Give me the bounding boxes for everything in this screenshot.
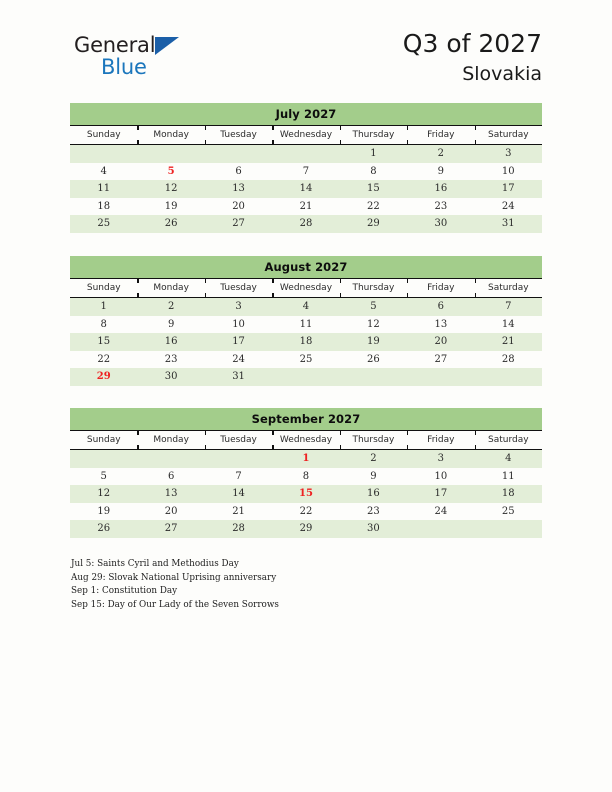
calendar-week-row bbox=[70, 468, 542, 486]
calendar-day-cell[interactable]: 27 bbox=[434, 353, 448, 365]
page-subtitle: Slovakia bbox=[462, 63, 542, 85]
page-title: Q3 of 2027 bbox=[402, 29, 542, 58]
calendar-day-cell[interactable]: 12 bbox=[367, 318, 380, 330]
brand-name-general: General bbox=[74, 33, 156, 57]
calendar-day-cell[interactable]: 5 bbox=[340, 298, 407, 316]
calendar-day-empty bbox=[407, 520, 474, 538]
calendar-day-cell[interactable]: 24 bbox=[232, 353, 245, 365]
calendar-day-cell[interactable]: 21 bbox=[475, 333, 542, 351]
weekday-wednesday: Wednesday bbox=[272, 126, 339, 145]
calendar-day-cell[interactable]: 28 bbox=[272, 215, 339, 233]
calendar-body bbox=[70, 145, 542, 233]
calendar-day-cell[interactable]: 28 bbox=[205, 520, 272, 538]
calendar-day-cell[interactable]: 31 bbox=[475, 215, 542, 233]
holiday-note: Jul 5: Saints Cyril and Methodius Day bbox=[71, 559, 239, 569]
brand-name-blue: Blue bbox=[101, 55, 147, 79]
calendar-day-cell[interactable]: 26 bbox=[137, 215, 204, 233]
page-header bbox=[0, 0, 612, 100]
calendar-week-row bbox=[70, 485, 542, 503]
calendar-day-empty bbox=[70, 145, 137, 163]
calendar-day-cell[interactable]: 12 bbox=[70, 485, 137, 503]
calendar-day-cell[interactable]: 7 bbox=[475, 298, 542, 316]
calendar-day-cell[interactable]: 25 bbox=[70, 215, 137, 233]
calendar-day-cell[interactable]: 24 bbox=[501, 200, 515, 212]
calendar-day-cell[interactable]: 19 bbox=[340, 333, 407, 351]
calendar-day-cell[interactable]: 4 bbox=[100, 165, 107, 177]
calendar-week-row bbox=[70, 198, 542, 216]
weekday-monday: Monday bbox=[137, 279, 204, 298]
calendar-day-cell[interactable]: 13 bbox=[137, 485, 204, 503]
calendar-day-cell[interactable]: 29 bbox=[272, 520, 339, 538]
calendar-day-cell[interactable]: 5 bbox=[100, 470, 107, 482]
calendar-day-cell[interactable]: 17 bbox=[475, 180, 542, 198]
calendar-day-cell[interactable]: 25 bbox=[299, 353, 313, 365]
calendar-day-cell[interactable]: 6 bbox=[167, 470, 175, 482]
calendar-week-row bbox=[70, 333, 542, 351]
calendar-day-cell[interactable]: 16 bbox=[340, 485, 407, 503]
calendar-day-cell[interactable]: 8 bbox=[370, 165, 377, 177]
month-title: August 2027 bbox=[70, 256, 542, 278]
calendar-day-cell[interactable]: 2 bbox=[340, 450, 407, 468]
calendar-day-cell[interactable]: 11 bbox=[299, 318, 313, 330]
calendar-table bbox=[70, 125, 542, 233]
calendar-day-cell[interactable]: 26 bbox=[367, 353, 380, 365]
calendar-day-cell[interactable]: 15 bbox=[70, 333, 137, 351]
weekday-monday: Monday bbox=[137, 431, 204, 450]
calendar-day-cell[interactable]: 15 bbox=[272, 485, 339, 503]
holiday-note: Aug 29: Slovak National Uprising anniversary bbox=[71, 572, 277, 583]
calendar-day-cell[interactable]: 19 bbox=[97, 505, 111, 517]
calendar-table bbox=[70, 430, 542, 538]
weekday-sunday: Sunday bbox=[70, 431, 137, 450]
holiday-note: Sep 15: Day of Our Lady of the Seven Sorrows bbox=[71, 599, 279, 610]
month-calendar-september bbox=[70, 408, 542, 538]
calendar-day-empty bbox=[272, 368, 339, 386]
weekday-thursday: Thursday bbox=[340, 431, 407, 450]
calendar-week-row bbox=[70, 450, 542, 468]
calendar-day-cell[interactable]: 13 bbox=[434, 318, 448, 330]
weekday-saturday: Saturday bbox=[475, 431, 542, 450]
calendar-week-row bbox=[70, 180, 542, 198]
calendar-day-cell[interactable]: 20 bbox=[407, 333, 474, 351]
calendar-day-cell[interactable]: 18 bbox=[475, 485, 542, 503]
calendar-day-cell[interactable]: 6 bbox=[407, 298, 474, 316]
weekday-friday: Friday bbox=[407, 431, 474, 450]
calendar-day-cell[interactable]: 7 bbox=[302, 165, 310, 177]
weekday-monday: Monday bbox=[137, 126, 204, 145]
calendar-day-cell[interactable]: 1 bbox=[340, 145, 407, 163]
calendar-day-empty bbox=[340, 368, 407, 386]
calendar-day-empty bbox=[137, 145, 204, 163]
calendar-day-cell[interactable]: 27 bbox=[137, 520, 204, 538]
calendar-day-cell[interactable]: 23 bbox=[434, 200, 448, 212]
weekday-header-row bbox=[70, 431, 542, 450]
calendar-day-cell[interactable]: 18 bbox=[272, 333, 339, 351]
calendar-day-cell[interactable]: 18 bbox=[97, 200, 111, 212]
calendar-day-cell[interactable]: 24 bbox=[434, 505, 448, 517]
calendar-day-cell[interactable]: 5 bbox=[167, 165, 175, 177]
calendar-day-cell[interactable]: 23 bbox=[367, 505, 380, 517]
calendar-day-cell[interactable]: 20 bbox=[164, 505, 178, 517]
calendar-day-cell[interactable]: 2 bbox=[137, 298, 204, 316]
calendar-day-cell[interactable]: 28 bbox=[501, 353, 515, 365]
calendar-day-cell[interactable]: 21 bbox=[299, 200, 313, 212]
calendar-day-cell[interactable]: 30 bbox=[137, 368, 204, 386]
calendar-day-cell[interactable]: 6 bbox=[235, 165, 242, 177]
calendar-body bbox=[70, 450, 542, 538]
calendar-day-cell[interactable]: 22 bbox=[299, 505, 313, 517]
calendar-day-cell[interactable]: 29 bbox=[70, 368, 137, 386]
calendar-day-empty bbox=[205, 145, 272, 163]
calendar-day-cell[interactable]: 3 bbox=[205, 298, 272, 316]
calendar-day-cell[interactable]: 31 bbox=[205, 368, 272, 386]
weekday-sunday: Sunday bbox=[70, 279, 137, 298]
calendar-day-cell[interactable]: 22 bbox=[367, 200, 380, 212]
holiday-note: Sep 1: Constitution Day bbox=[71, 586, 178, 597]
calendar-day-empty bbox=[70, 450, 137, 468]
calendar-day-cell[interactable]: 2 bbox=[407, 145, 474, 163]
calendar-week-row bbox=[70, 503, 542, 521]
calendar-day-cell[interactable]: 3 bbox=[475, 145, 542, 163]
weekday-thursday: Thursday bbox=[340, 126, 407, 145]
calendar-day-empty bbox=[475, 520, 542, 538]
calendar-table bbox=[70, 278, 542, 386]
calendar-day-cell[interactable]: 10 bbox=[501, 165, 515, 177]
calendar-day-cell[interactable]: 10 bbox=[232, 318, 245, 330]
calendar-day-cell[interactable]: 13 bbox=[205, 180, 272, 198]
calendar-day-cell[interactable]: 12 bbox=[137, 180, 204, 198]
calendar-day-cell[interactable]: 9 bbox=[167, 318, 175, 330]
calendar-day-cell[interactable]: 14 bbox=[272, 180, 339, 198]
calendar-week-row bbox=[70, 215, 542, 233]
weekday-thursday: Thursday bbox=[340, 279, 407, 298]
calendar-day-empty bbox=[272, 145, 339, 163]
calendar-day-cell[interactable]: 3 bbox=[407, 450, 474, 468]
calendar-day-cell[interactable]: 17 bbox=[205, 333, 272, 351]
calendar-day-cell[interactable]: 1 bbox=[70, 298, 137, 316]
calendar-day-cell[interactable]: 23 bbox=[164, 353, 178, 365]
calendar-day-cell[interactable]: 21 bbox=[232, 505, 245, 517]
holiday-notes bbox=[71, 558, 491, 612]
calendar-day-cell[interactable]: 8 bbox=[100, 318, 107, 330]
calendar-day-cell[interactable]: 7 bbox=[235, 470, 242, 482]
calendar-day-cell[interactable]: 11 bbox=[501, 470, 515, 482]
weekday-wednesday: Wednesday bbox=[272, 431, 339, 450]
calendar-week-row bbox=[70, 163, 542, 181]
calendar-day-cell[interactable]: 1 bbox=[272, 450, 339, 468]
calendar-day-cell[interactable]: 22 bbox=[97, 353, 111, 365]
calendar-day-empty bbox=[475, 368, 542, 386]
weekday-saturday: Saturday bbox=[475, 126, 542, 145]
calendar-day-cell[interactable]: 17 bbox=[407, 485, 474, 503]
calendar-week-row bbox=[70, 145, 542, 163]
calendar-day-cell[interactable]: 16 bbox=[137, 333, 204, 351]
month-calendar-august bbox=[70, 256, 542, 386]
weekday-tuesday: Tuesday bbox=[205, 431, 272, 450]
month-title: July 2027 bbox=[70, 103, 542, 125]
calendar-day-cell[interactable]: 29 bbox=[340, 215, 407, 233]
calendar-week-row bbox=[70, 368, 542, 386]
calendar-day-cell[interactable]: 11 bbox=[70, 180, 137, 198]
weekday-saturday: Saturday bbox=[475, 279, 542, 298]
month-calendar-july bbox=[70, 103, 542, 233]
calendar-week-row bbox=[70, 351, 542, 369]
calendar-day-cell[interactable]: 9 bbox=[437, 165, 444, 177]
weekday-header-row bbox=[70, 279, 542, 298]
calendar-day-cell[interactable]: 25 bbox=[501, 505, 515, 517]
calendar-week-row bbox=[70, 316, 542, 334]
title-block bbox=[403, 28, 542, 87]
calendar-week-row bbox=[70, 298, 542, 316]
calendar-day-cell[interactable]: 26 bbox=[70, 520, 137, 538]
weekday-friday: Friday bbox=[407, 126, 474, 145]
weekday-sunday: Sunday bbox=[70, 126, 137, 145]
calendar-day-cell[interactable]: 27 bbox=[205, 215, 272, 233]
weekday-header-row bbox=[70, 126, 542, 145]
calendar-day-cell[interactable]: 30 bbox=[340, 520, 407, 538]
calendar-day-cell[interactable]: 10 bbox=[434, 470, 448, 482]
calendar-day-cell[interactable]: 30 bbox=[407, 215, 474, 233]
weekday-friday: Friday bbox=[407, 279, 474, 298]
calendar-day-cell[interactable]: 14 bbox=[501, 318, 515, 330]
triangle-icon bbox=[155, 37, 179, 55]
month-title: September 2027 bbox=[70, 408, 542, 430]
calendar-day-empty bbox=[205, 450, 272, 468]
calendar-day-cell[interactable]: 14 bbox=[205, 485, 272, 503]
calendar-day-empty bbox=[137, 450, 204, 468]
calendar-week-row bbox=[70, 520, 542, 538]
calendar-day-cell[interactable]: 20 bbox=[232, 200, 245, 212]
calendar-day-cell[interactable]: 15 bbox=[340, 180, 407, 198]
calendar-body bbox=[70, 298, 542, 386]
calendar-day-empty bbox=[407, 368, 474, 386]
calendar-day-cell[interactable]: 19 bbox=[164, 200, 178, 212]
weekday-wednesday: Wednesday bbox=[272, 279, 339, 298]
weekday-tuesday: Tuesday bbox=[205, 279, 272, 298]
calendar-day-cell[interactable]: 8 bbox=[302, 470, 310, 482]
calendar-day-cell[interactable]: 16 bbox=[407, 180, 474, 198]
weekday-tuesday: Tuesday bbox=[205, 126, 272, 145]
brand-logo[interactable] bbox=[74, 33, 274, 85]
calendar-day-cell[interactable]: 4 bbox=[475, 450, 542, 468]
calendar-day-cell[interactable]: 4 bbox=[272, 298, 339, 316]
calendar-day-cell[interactable]: 9 bbox=[370, 470, 377, 482]
